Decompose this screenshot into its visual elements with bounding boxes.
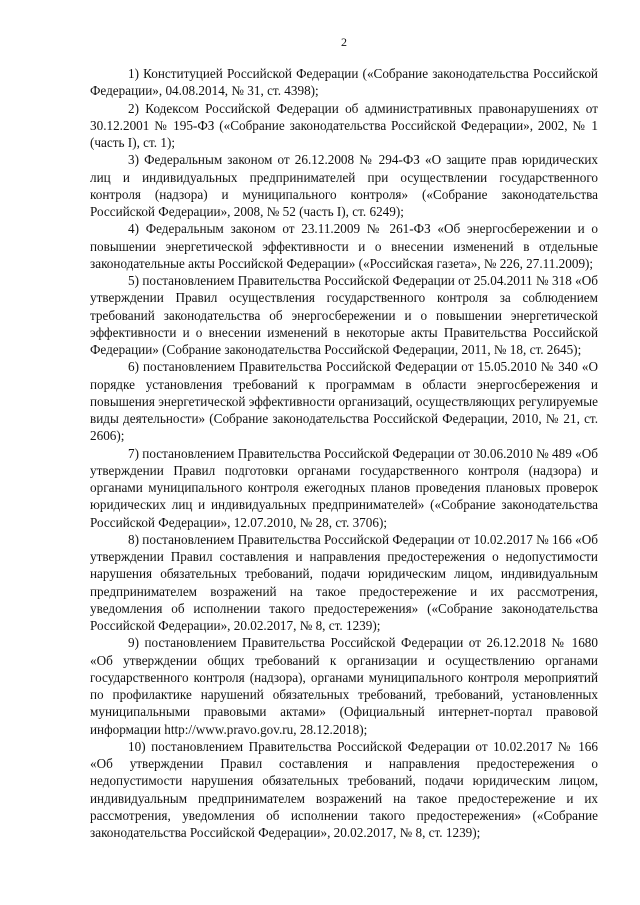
list-item: 1) Конституцией Российской Федерации («Собрание законодательства Российской Федерации», 04.08.2014, № 31, ст. 4398); bbox=[90, 66, 598, 99]
list-item: 7) постановлением Правительства Российской Федерации от 30.06.2010 № 489 «Об утверждении Правил подготовки органами государственного контроля (надзора) и органами муниципального контроля ежегодных планов проведения плановых проверок юридических лиц и индивидуальных предпринимателей» («Собрание законодательства Российской Федерации», 12.07.2010, № 28, ст. 3706); bbox=[90, 445, 598, 530]
page-number: 2 bbox=[341, 35, 347, 49]
list-item: 3) Федеральным законом от 26.12.2008 № 294-ФЗ «О защите прав юридических лиц и индивидуальных предпринимателей при осуществлении государственного контроля (надзора) и муниципального контроля» («Собрание законодательства Российской Федерации», 2008, № 52 (часть I), ст. 6249); bbox=[90, 152, 598, 219]
list-item: 10) постановлением Правительства Российской Федерации от 10.02.2017 № 166 «Об утверждении Правил составления и направления предостережения о недопустимости нарушения обязательных требований, подачи юридическим лицом, индивидуальным предпринимателем возражений на такое предостережение и их рассмотрения, уведомления об исполнении такого предостережения» («Собрание законодательства Российской Федерации», 20.02.2017, № 8, ст. 1239); bbox=[90, 738, 598, 840]
list-item: 5) постановлением Правительства Российской Федерации от 25.04.2011 № 318 «Об утверждении Правил осуществления государственного контроля за соблюдением требований законодательства об энергосбережении и о повышении энергетической эффективности и о внесении изменений в некоторые акты Правительства Российской Федерации» (Собрание законодательства Российской Федерации, 2011, № 18, ст. 2645); bbox=[90, 273, 598, 357]
list-item: 6) постановлением Правительства Российской Федерации от 15.05.2010 № 340 «О порядке установления требований к программам в области энергосбережения и повышения энергетической эффективности организаций, осуществляющих регулируемые виды деятельности» (Собрание законодательства Российской Федерации, 2010, № 21, ст. 2606); bbox=[90, 359, 598, 444]
list-item: 9) постановлением Правительства Российской Федерации от 26.12.2018 № 1680 «Об утверждении общих требований к организации и осуществлению органами государственного контроля (надзора), органами муниципального контроля мероприятий по профилактике нарушений обязательных требований, требований, установленных муниципальными правовыми актами» (Официальный интернет-портал правовой информации http://www.pravo.gov.ru, 28.12.2018); bbox=[90, 635, 598, 737]
list-item: 2) Кодексом Российской Федерации об административных правонарушениях от 30.12.2001 № 195-ФЗ («Собрание законодательства Российской Федерации», 2002, № 1 (часть I), ст. 1); bbox=[90, 100, 598, 150]
list-item: 8) постановлением Правительства Российской Федерации от 10.02.2017 № 166 «Об утверждении Правил составления и направления предостережения о недопустимости нарушения обязательных требований, подачи юридическим лицом, индивидуальным предпринимателем возражений на такое предостережение и их рассмотрения, уведомления об исполнении такого предостережения» («Собрание законодательства Российской Федерации», 20.02.2017, № 8, ст. 1239); bbox=[90, 531, 598, 633]
list-item: 4) Федеральным законом от 23.11.2009 № 261-ФЗ «Об энергосбережении и о повышении энергетической эффективности и о внесении изменений в отдельные законодательные акты Российской Федерации» («Российская газета», № 226, 27.11.2009); bbox=[90, 221, 598, 271]
legal-basis-list bbox=[90, 65, 598, 841]
